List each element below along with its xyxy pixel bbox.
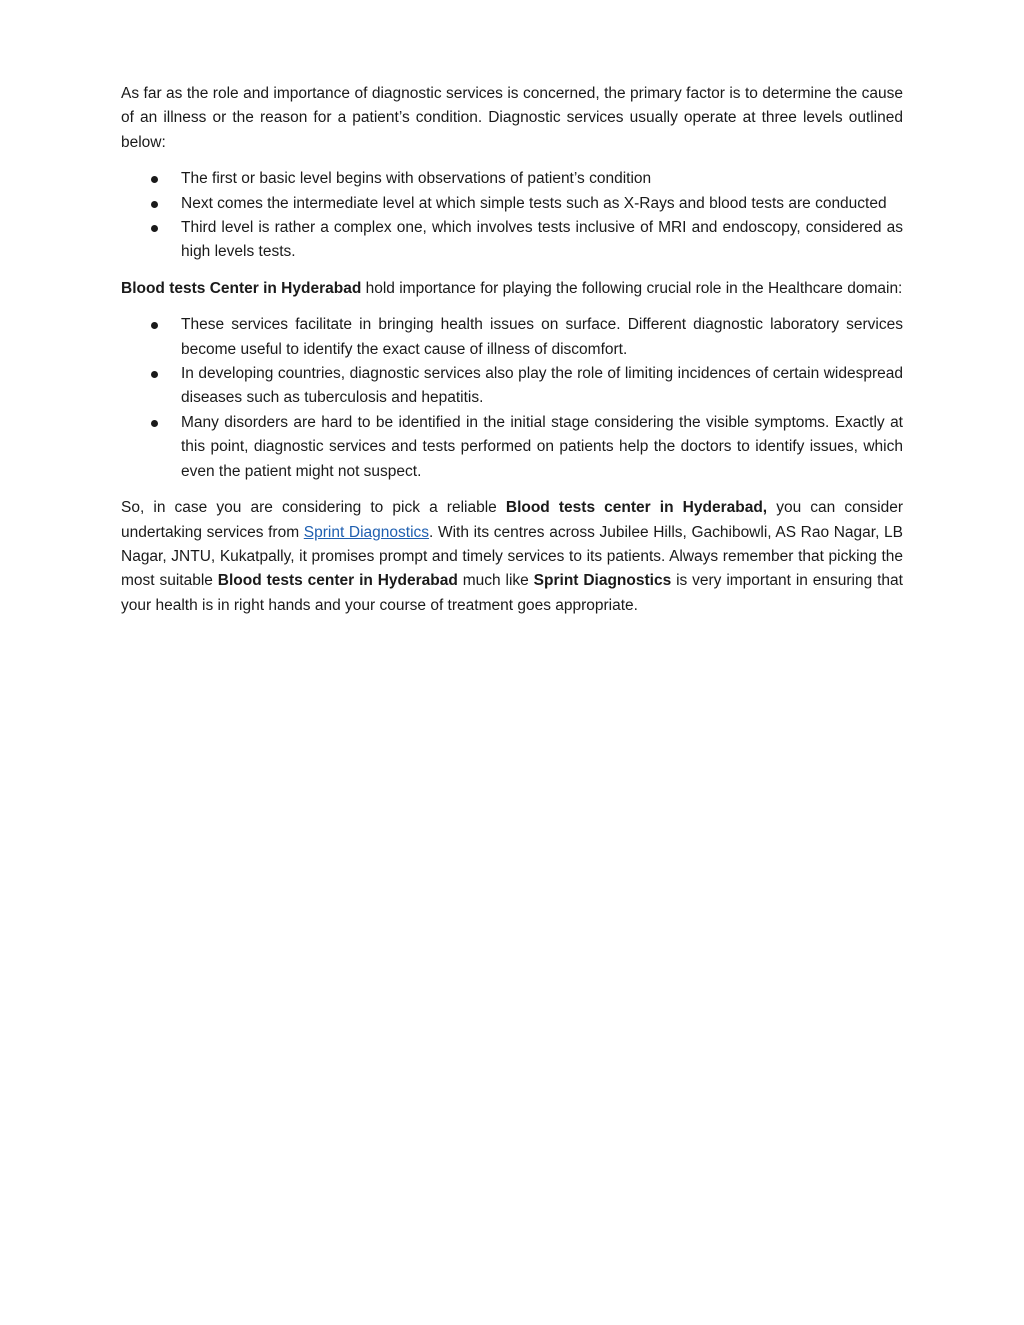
bullet-icon [151, 225, 158, 232]
closing-text-4: much like [457, 572, 534, 590]
list-item-text: Next comes the intermediate level at which simple tests such as X-Rays and blood tests are conducted [181, 194, 887, 212]
document-page [121, 82, 903, 630]
diagnostic-levels-list [121, 167, 903, 265]
list-item-text: Third level is rather a complex one, which involves tests inclusive of MRI and endoscopy, considered as high levels tests. [181, 219, 903, 261]
bullet-icon [151, 322, 158, 329]
closing-paragraph [121, 496, 903, 618]
bullet-icon [151, 420, 158, 427]
closing-text-3: . With its centres across Jubilee Hills, Gachibowli, AS Rao Nagar, LB Nagar, JNTU, Kukatpally, it promises prompt and timely services to its patients. Always remember that picking the most suitable [121, 523, 903, 590]
role-bold-phrase: Blood tests Center in Hyderabad [121, 279, 362, 297]
role-text: hold importance for playing the following crucial role in the Healthcare domain: [361, 279, 903, 297]
bullet-icon [151, 201, 158, 208]
list-item-text: These services facilitate in bringing health issues on surface. Different diagnostic laboratory services become useful to identify the exact cause of illness of discomfort. [181, 316, 903, 358]
list-item [121, 411, 903, 484]
closing-text-1: So, in case you are considering to pick a reliable [121, 499, 506, 517]
intro-paragraph: As far as the role and importance of diagnostic services is concerned, the primary factor is to determine the cause of an illness or the reason for a patient’s condition. Diagnostic services usually operate at three levels outlined below: [121, 85, 903, 151]
closing-text-2: you can consider undertaking services from [121, 499, 903, 541]
closing-bold-1: Blood tests center in Hyderabad, [505, 499, 768, 517]
list-item [121, 192, 903, 216]
closing-text-5: is very important in ensuring that your health is in right hands and your course of treatment goes appropriate. [121, 572, 903, 614]
list-item [121, 167, 903, 191]
list-item-text: In developing countries, diagnostic services also play the role of limiting incidences of certain widespread diseases such as tuberculosis and hepatitis. [181, 365, 903, 407]
list-item-text: Many disorders are hard to be identified in the initial stage considering the visible symptoms. Exactly at this point, diagnostic services and tests performed on patients help the doctors to identify issues, which even the patient might not suspect. [181, 413, 903, 480]
list-item [121, 362, 903, 411]
sprint-diagnostics-link[interactable]: Sprint Diagnostics [303, 523, 430, 541]
list-item-text: The first or basic level begins with observations of patient’s condition [181, 170, 652, 188]
role-paragraph [121, 277, 903, 301]
bullet-icon [151, 371, 158, 378]
bullet-icon [151, 176, 158, 183]
roles-list [121, 313, 903, 484]
closing-bold-3: Sprint Diagnostics [533, 572, 672, 590]
closing-bold-2: Blood tests center in Hyderabad [217, 572, 458, 590]
list-item [121, 313, 903, 362]
list-item [121, 216, 903, 265]
